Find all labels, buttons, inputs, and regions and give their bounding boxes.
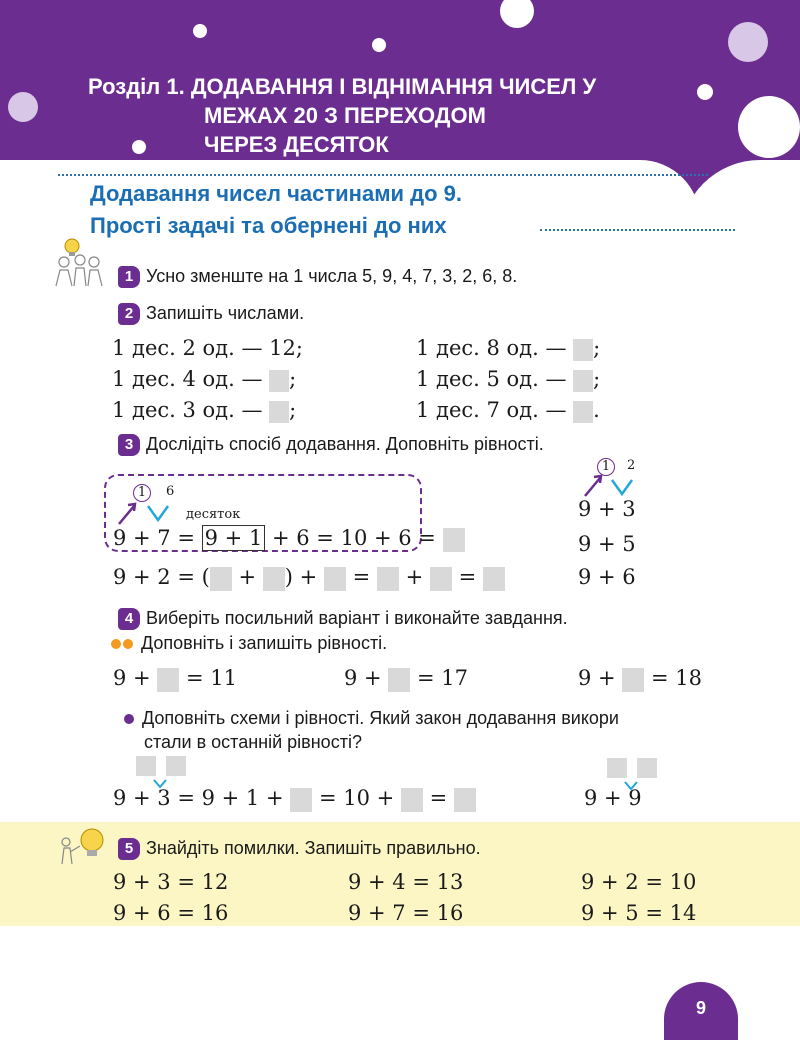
split-circle: 1 bbox=[597, 458, 615, 476]
task-text: Усно зменште на 1 числа 5, 9, 4, 7, 3, 2, 6, 8. bbox=[146, 266, 518, 286]
page-number: 9 bbox=[664, 982, 738, 1040]
eq-op: + bbox=[238, 565, 257, 589]
divider bbox=[58, 174, 708, 176]
eq-part: + 6 = 10 + 6 = bbox=[272, 526, 436, 550]
t5-eq: 9 + 4 = 13 bbox=[348, 870, 464, 894]
scheme-boxes bbox=[607, 758, 657, 778]
answer-box[interactable] bbox=[210, 567, 232, 591]
answer-box[interactable] bbox=[324, 567, 346, 591]
t2-right-row-2 bbox=[416, 365, 600, 393]
decor-dot bbox=[372, 38, 386, 52]
t3-right-1: 9 + 3 bbox=[578, 497, 636, 521]
t4-eq-3 bbox=[578, 664, 702, 692]
t3-equation-2 bbox=[113, 563, 505, 591]
chapter-header bbox=[0, 0, 800, 195]
task-number: 3 bbox=[118, 434, 140, 456]
answer-box[interactable] bbox=[388, 668, 410, 692]
split-circle: 1 bbox=[133, 484, 151, 502]
answer-box[interactable] bbox=[573, 401, 593, 423]
eq-op: + bbox=[405, 565, 424, 589]
decor-dot bbox=[728, 22, 768, 62]
t2-right-text: 1 дес. 7 од. — bbox=[416, 398, 567, 422]
eq-part: = 17 bbox=[417, 666, 469, 690]
task-4-sub2 bbox=[124, 706, 764, 754]
t5-eq: 9 + 2 = 10 bbox=[581, 870, 697, 894]
t5-eq: 9 + 5 = 14 bbox=[581, 901, 697, 925]
t2-right-text: 1 дес. 5 од. — bbox=[416, 367, 567, 391]
t5-eq: 9 + 3 = 12 bbox=[113, 870, 229, 894]
eq-part: 9 + 7 = bbox=[113, 526, 195, 550]
task-text: Виберіть посильний варіант і виконайте завдання. bbox=[146, 608, 568, 628]
split-value: 6 bbox=[166, 484, 175, 499]
t3-example-equation bbox=[113, 524, 465, 552]
t5-eq: 9 + 7 = 16 bbox=[348, 901, 464, 925]
t2-left-end: ; bbox=[289, 398, 297, 422]
t4-eq-1 bbox=[113, 664, 237, 692]
eq-framed: 9 + 1 bbox=[202, 525, 266, 551]
task-3 bbox=[118, 432, 544, 456]
t2-right-end: . bbox=[593, 398, 600, 422]
answer-box[interactable] bbox=[483, 567, 505, 591]
t3-right-3: 9 + 6 bbox=[578, 565, 636, 589]
answer-box[interactable] bbox=[430, 567, 452, 591]
task-subtext: стали в останній рівності? bbox=[144, 732, 362, 752]
answer-box[interactable] bbox=[166, 756, 186, 776]
eq-op: = bbox=[458, 565, 477, 589]
task-4-sub1 bbox=[111, 631, 387, 655]
answer-box[interactable] bbox=[136, 756, 156, 776]
t2-right-end: ; bbox=[593, 336, 601, 360]
t5-eq: 9 + 6 = 16 bbox=[113, 901, 229, 925]
tens-label: десяток bbox=[186, 507, 241, 522]
level-dot-icon bbox=[124, 714, 134, 724]
answer-box[interactable] bbox=[157, 668, 179, 692]
eq-part: = 11 bbox=[186, 666, 238, 690]
t4-eq-long bbox=[113, 784, 476, 812]
decor-dot bbox=[193, 24, 207, 38]
t2-left-text: 1 дес. 2 од. — 12; bbox=[112, 336, 303, 360]
header-curve bbox=[680, 160, 800, 195]
eq-op: = bbox=[352, 565, 371, 589]
decor-dot bbox=[697, 84, 713, 100]
answer-box[interactable] bbox=[269, 370, 289, 392]
answer-box[interactable] bbox=[573, 339, 593, 361]
t2-right-end: ; bbox=[593, 367, 601, 391]
t2-right-text: 1 дес. 8 од. — bbox=[416, 336, 567, 360]
t2-right-row-1 bbox=[416, 334, 600, 362]
task-number: 4 bbox=[118, 608, 140, 630]
task-number: 5 bbox=[118, 838, 140, 860]
task-text: Запишіть числами. bbox=[146, 303, 305, 323]
section-title-line1: Розділ 1. ДОДАВАННЯ І ВІДНІМАННЯ ЧИСЕЛ У bbox=[88, 74, 597, 99]
answer-box[interactable] bbox=[454, 788, 476, 812]
answer-box[interactable] bbox=[622, 668, 644, 692]
task-number: 1 bbox=[118, 266, 140, 288]
topic-line2: Прості задачі та обернені до них bbox=[90, 213, 447, 238]
topic-line1: Додавання чисел частинами до 9. bbox=[90, 181, 462, 206]
t2-right-row-3 bbox=[416, 396, 600, 424]
decor-dot bbox=[738, 96, 800, 158]
t2-left-text: 1 дес. 4 од. — bbox=[112, 367, 263, 391]
answer-box[interactable] bbox=[607, 758, 627, 778]
eq-part: 9 + 2 = ( bbox=[113, 565, 210, 589]
answer-box[interactable] bbox=[263, 567, 285, 591]
eq-part: 9 + 3 = 9 + 1 + bbox=[113, 786, 284, 810]
t4-eq-2 bbox=[344, 664, 468, 692]
split-value: 2 bbox=[627, 458, 636, 473]
divider bbox=[540, 229, 735, 231]
eq-part: = 10 + bbox=[318, 786, 395, 810]
task-1 bbox=[118, 264, 517, 288]
answer-box[interactable] bbox=[269, 401, 289, 423]
t2-left-row-3 bbox=[112, 396, 296, 424]
t4-eq-right: 9 + 9 bbox=[584, 786, 642, 810]
task-2 bbox=[118, 301, 304, 325]
answer-box[interactable] bbox=[443, 528, 465, 552]
answer-box[interactable] bbox=[290, 788, 312, 812]
decor-dot bbox=[500, 0, 534, 28]
lightbulb-group-icon bbox=[50, 236, 110, 288]
answer-box[interactable] bbox=[401, 788, 423, 812]
eq-part: 9 + bbox=[113, 666, 151, 690]
eq-part: 9 + bbox=[344, 666, 382, 690]
eq-part: = 18 bbox=[651, 666, 703, 690]
t2-left-text: 1 дес. 3 од. — bbox=[112, 398, 263, 422]
answer-box[interactable] bbox=[573, 370, 593, 392]
task-number: 2 bbox=[118, 303, 140, 325]
decor-dot bbox=[8, 92, 38, 122]
t2-left-end: ; bbox=[289, 367, 297, 391]
eq-part: = bbox=[429, 786, 448, 810]
task-5 bbox=[118, 836, 481, 860]
t2-left-row-1 bbox=[112, 334, 303, 362]
task-subtext: Доповніть і запишіть рівності. bbox=[141, 633, 388, 653]
scheme-boxes bbox=[136, 756, 186, 776]
level-dot-icon bbox=[111, 639, 121, 649]
lightbulb-person-icon bbox=[56, 826, 108, 866]
t2-left-row-2 bbox=[112, 365, 296, 393]
level-dot-icon bbox=[123, 639, 133, 649]
task-4 bbox=[118, 606, 568, 630]
eq-part: ) + bbox=[284, 565, 318, 589]
section-title bbox=[88, 72, 688, 159]
topic-title bbox=[90, 178, 462, 242]
task-text: Дослідіть спосіб додавання. Доповніть рівності. bbox=[146, 434, 544, 454]
answer-box[interactable] bbox=[637, 758, 657, 778]
answer-box[interactable] bbox=[377, 567, 399, 591]
task-subtext: Доповніть схеми і рівності. Який закон додавання викори bbox=[142, 708, 619, 728]
t3-right-2: 9 + 5 bbox=[578, 532, 636, 556]
section-title-line2: МЕЖАХ 20 З ПЕРЕХОДОМ bbox=[204, 103, 486, 128]
task-text: Знайдіть помилки. Запишіть правильно. bbox=[146, 838, 481, 858]
section-title-line3: ЧЕРЕЗ ДЕСЯТОК bbox=[204, 132, 389, 157]
eq-part: 9 + bbox=[578, 666, 616, 690]
